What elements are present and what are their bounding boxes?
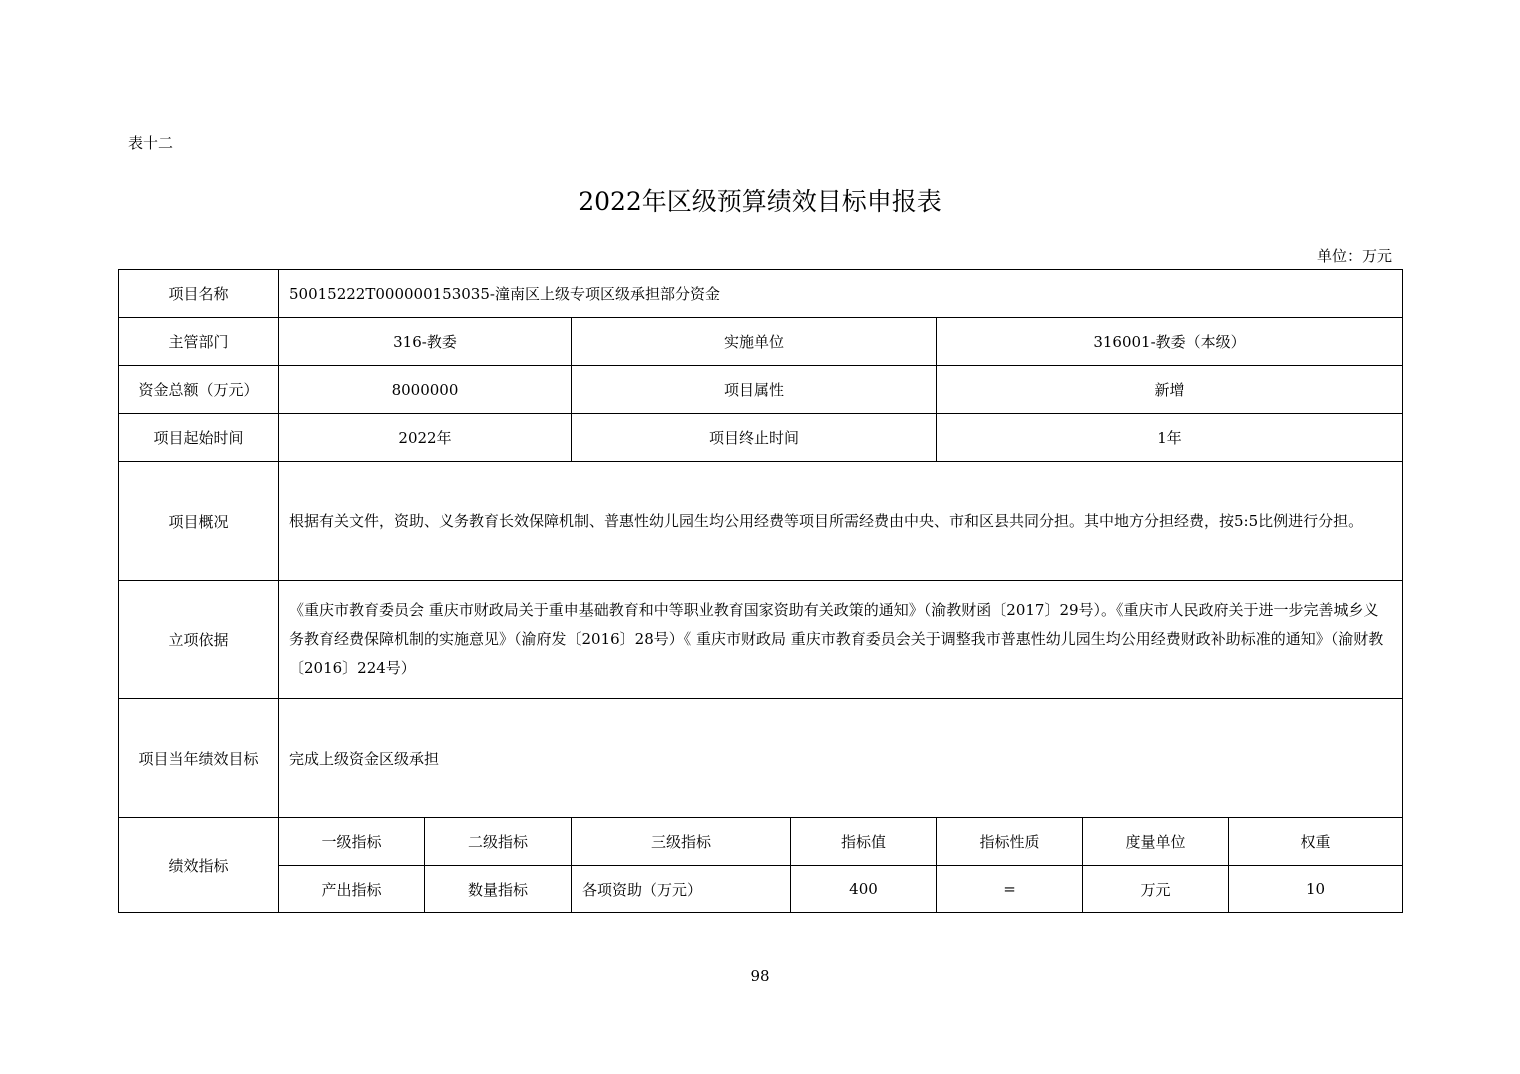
header-cell: 一级指标: [279, 818, 425, 866]
total-funds-label: 资金总额（万元）: [119, 366, 279, 414]
end-time-label: 项目终止时间: [572, 414, 937, 462]
data-cell: 产出指标: [279, 866, 425, 913]
project-attr-value: 新增: [937, 366, 1403, 414]
department-value: 316-教委: [279, 318, 572, 366]
table-row: [119, 581, 1403, 699]
header-cell: 权重: [1229, 818, 1403, 866]
data-cell: 数量指标: [425, 866, 572, 913]
table-row: [119, 366, 1403, 414]
basis-label: 立项依据: [119, 581, 279, 699]
annual-goal-label: 项目当年绩效目标: [119, 699, 279, 818]
project-attr-label: 项目属性: [572, 366, 937, 414]
page-title: 2022年区级预算绩效目标申报表: [578, 187, 942, 216]
table-label: 表十二: [128, 134, 174, 152]
start-time-label: 项目起始时间: [119, 414, 279, 462]
data-cell: =: [937, 866, 1083, 913]
header-cell: 指标性质: [937, 818, 1083, 866]
total-funds-value: 8000000: [279, 366, 572, 414]
data-cell: 万元: [1083, 866, 1229, 913]
implementer-label: 实施单位: [572, 318, 937, 366]
project-name-value: 50015222T000000153035-潼南区上级专项区级承担部分资金: [279, 270, 1403, 318]
start-time-value: 2022年: [279, 414, 572, 462]
indicators-label: 绩效指标: [119, 818, 279, 913]
header-cell: 度量单位: [1083, 818, 1229, 866]
table-row: [119, 270, 1403, 318]
implementer-value: 316001-教委（本级）: [937, 318, 1403, 366]
table-row: [119, 414, 1403, 462]
overview-label: 项目概况: [119, 462, 279, 581]
data-cell: 各项资助（万元）: [572, 866, 791, 913]
project-name-label: 项目名称: [119, 270, 279, 318]
data-cell: 400: [791, 866, 937, 913]
header-cell: 指标值: [791, 818, 937, 866]
data-cell: 10: [1229, 866, 1403, 913]
unit-label: 单位：万元: [1316, 247, 1392, 265]
department-label: 主管部门: [119, 318, 279, 366]
end-time-value: 1年: [937, 414, 1403, 462]
indicator-data-row: [119, 866, 1403, 913]
annual-goal-value: 完成上级资金区级承担: [279, 699, 1403, 818]
overview-value: 根据有关文件，资助、义务教育长效保障机制、普惠性幼儿园生均公用经费等项目所需经费由中央、市和区县共同分担。其中地方分担经费，按5:5比例进行分担。: [279, 462, 1403, 581]
table-row: [119, 318, 1403, 366]
performance-target-table: [118, 269, 1403, 913]
basis-value: 《重庆市教育委员会 重庆市财政局关于重申基础教育和中等职业教育国家资助有关政策的通知》（渝教财函〔2017〕29号）。《重庆市人民政府关于进一步完善城乡义务教育经费保障机制的实施意见》（渝府发〔2016〕28号）《 重庆市财政局 重庆市教育委员会关于调整我市普惠性幼儿园生均公用经费财政补助标准的通知》（渝财教〔2016〕224号）: [279, 581, 1403, 699]
header-cell: 三级指标: [572, 818, 791, 866]
header-cell: 二级指标: [425, 818, 572, 866]
table-row: [119, 699, 1403, 818]
indicator-header-row: [119, 818, 1403, 866]
page-number: 98: [750, 967, 770, 985]
table-row: [119, 462, 1403, 581]
